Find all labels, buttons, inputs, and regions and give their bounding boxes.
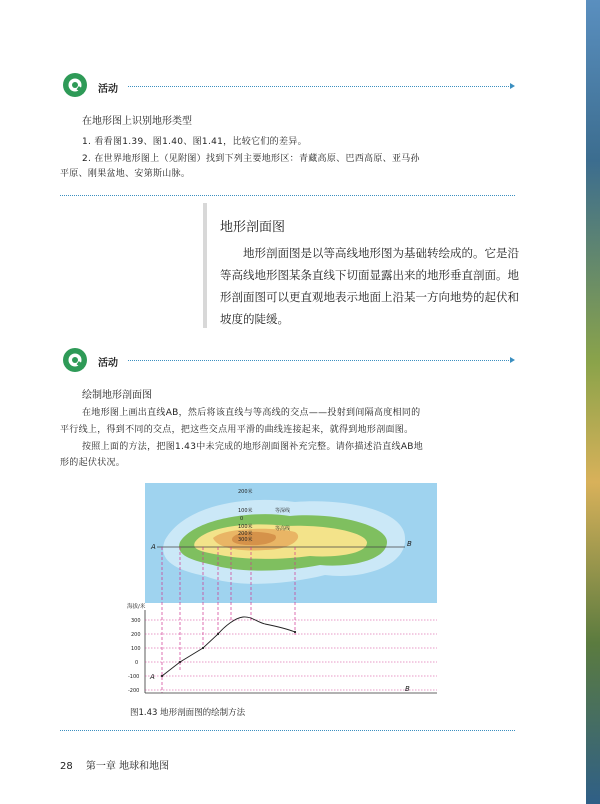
map-label: 200米: [238, 531, 253, 537]
figure-caption: 图1.43 地形剖面图的绘制方法: [130, 708, 246, 718]
profile-point-b: B: [405, 685, 410, 693]
map-label: 300米: [238, 537, 253, 543]
point-b-label: B: [407, 540, 412, 548]
activity-line: 平行线上，得到不同的交点，把这些交点用平滑的曲线连接起来，就得到地形剖面图。: [60, 425, 414, 435]
activity-icon: [62, 347, 88, 373]
activity-arrow: [510, 83, 515, 89]
activity-item: 1. 看看图1.39、图1.40、图1.41，比较它们的差异。: [82, 137, 307, 147]
activity-line: 按照上面的方法，把图1.43中未完成的地形剖面图补充完整。请你描述沿直线AB地: [82, 442, 424, 452]
map-label: 200米: [238, 489, 253, 495]
profile-figure: [125, 480, 440, 700]
activity-arrow: [510, 357, 515, 363]
activity-subtitle: 绘制地形剖面图: [82, 390, 152, 401]
profile-tick: 100: [131, 646, 141, 652]
chapter-title: 第一章 地球和地图: [85, 761, 170, 772]
activity-subtitle: 在地形图上识别地形类型: [82, 116, 192, 127]
point-a-label: A: [151, 543, 156, 551]
section-title: 地形剖面图: [220, 220, 286, 235]
profile-tick: -200: [128, 688, 140, 694]
profile-curve: [162, 617, 295, 676]
activity-dotted-rule: [128, 86, 511, 87]
map-label: 等高线: [275, 526, 291, 532]
activity-title: 活动: [98, 84, 118, 95]
profile-chart: [127, 602, 437, 694]
activity-dotted-rule: [128, 360, 511, 361]
map-label: 0: [240, 516, 244, 522]
profile-tick: -100: [128, 674, 140, 680]
activity-item-continued: 平原、刚果盆地、安第斯山脉。: [60, 169, 191, 179]
activity-line: 形的起伏状况。: [60, 458, 126, 468]
section-side-bar: [203, 203, 207, 328]
section-paragraph: 地形剖面图是以等高线地形图为基础转绘成的。它是沿等高线地形图某条直线下切面显露出来的地形垂直剖面。地形剖面图可以更直观地表示地面上沿某一方向地势的起伏和坡度的陡缓。: [220, 246, 519, 326]
page-edge-photo-strip: [586, 0, 600, 804]
activity-title: 活动: [98, 358, 118, 369]
activity-icon: [62, 72, 88, 98]
map-label: 100米: [238, 524, 253, 530]
profile-tick: 0: [135, 660, 139, 666]
page-number: 28: [60, 761, 73, 772]
page-footer: [60, 757, 169, 772]
section-separator: [60, 195, 515, 196]
profile-tick: 300: [131, 618, 141, 624]
activity-item: 2. 在世界地形图上（见附图）找到下列主要地形区：青藏高原、巴西高原、亚马孙: [82, 154, 420, 164]
footer-separator: [60, 730, 515, 731]
profile-tick: 200: [131, 632, 141, 638]
map-label: 等深线: [275, 508, 291, 514]
profile-axis-title: 海拔/米: [127, 604, 146, 610]
profile-point-a: A: [150, 673, 155, 681]
activity-line: 在地形图上画出直线AB，然后将该直线与等高线的交点——投射到间隔高度相同的: [82, 408, 421, 418]
map-label: 100米: [238, 508, 253, 514]
